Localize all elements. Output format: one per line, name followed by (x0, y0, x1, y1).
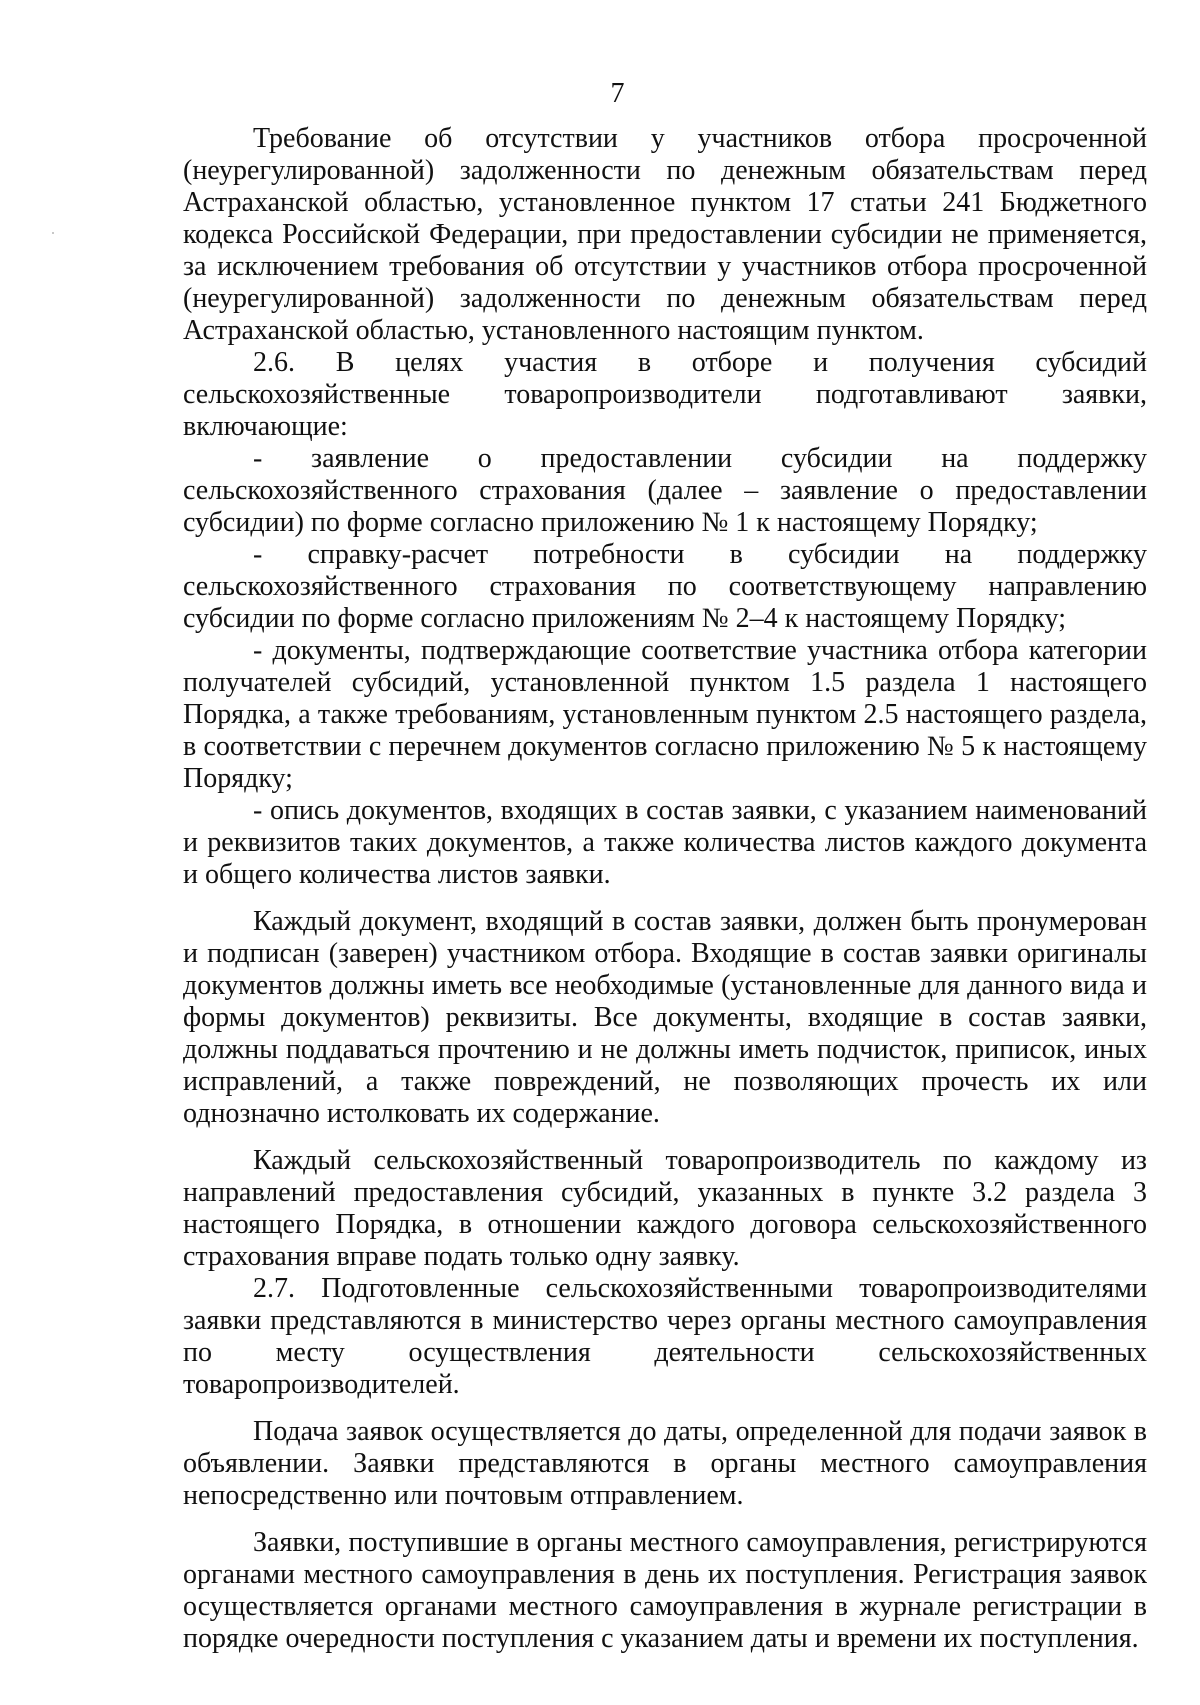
paragraph-2-6-intro: 2.6. В целях участия в отборе и получения субсидий сельскохозяйственные товаропроизводители подготавливают заявки, включающие: (183, 347, 1147, 442)
list-item-document-inventory: - опись документов, входящих в состав заявки, с указанием наименований и реквизитов таких документов, а также количества листов каждого документа и общего количества листов заявки. (183, 795, 1147, 890)
scan-speck (52, 232, 54, 234)
list-item-confirming-documents: - документы, подтверждающие соответствие участника отбора категории получателей субсидий, установленной пунктом 1.5 раздела 1 настоящего Порядка, а также требованиям, установленным пунктом 2.5 настоящего раздела, в соответствии с перечнем документов согласно приложению № 5 к настоящему Порядку; (183, 635, 1147, 794)
paragraph-debt-requirement: Требование об отсутствии у участников отбора просроченной (неурегулированной) задолженности по денежным обязательствам перед Астраханской областью, установленное пунктом 17 статьи 241 Бюджетного кодекса Российской Федерации, при предоставлении субсидии не применяется, за исключением требования об отсутствии у участников отбора просроченной (неурегулированной) задолженности по денежным обязательствам перед Астраханской областью, установленного настоящим пунктом. (183, 123, 1147, 346)
list-item-calculation-certificate: - справку-расчет потребности в субсидии на поддержку сельскохозяйственного страхования по соответствующему направлению субсидии по форме согласно приложениям № 2–4 к настоящему Порядку; (183, 539, 1147, 634)
paragraph-document-requirements: Каждый документ, входящий в состав заявки, должен быть пронумерован и подписан (заверен) участником отбора. Входящие в состав заявки оригиналы документов должны иметь все необходимые (установленные для данного вида и формы документов) реквизиты. Все документы, входящие в состав заявки, должны поддаваться прочтению и не должны иметь подчисток, приписок, иных исправлений, а также повреждений, не позволяющих прочесть их или однозначно истолковать их содержание. (183, 906, 1147, 1129)
paragraph-registration: Заявки, поступившие в органы местного самоуправления, регистрируются органами местного самоуправления в день их поступления. Регистрация заявок осуществляется органами местного самоуправления в журнале регистрации в порядке очередности поступления с указанием даты и времени их поступления. (183, 1527, 1147, 1654)
page-number: 7 (610, 78, 625, 109)
paragraph-submission-deadline: Подача заявок осуществляется до даты, определенной для подачи заявок в объявлении. Заявки представляются в органы местного самоуправления непосредственно или почтовым отправлением. (183, 1416, 1147, 1511)
list-item-application-statement: - заявление о предоставлении субсидии на поддержку сельскохозяйственного страхования (далее – заявление о предоставлении субсидии) по форме согласно приложению № 1 к настоящему Порядку; (183, 443, 1147, 538)
document-body (183, 123, 1147, 1655)
paragraph-one-application: Каждый сельскохозяйственный товаропроизводитель по каждому из направлений предоставления субсидий, указанных в пункте 3.2 раздела 3 настоящего Порядка, в отношении каждого договора сельскохозяйственного страхования вправе подать только одну заявку. (183, 1145, 1147, 1272)
paragraph-2-7-submission: 2.7. Подготовленные сельскохозяйственными товаропроизводителями заявки представляются в министерство через органы местного самоуправления по месту осуществления деятельности сельскохозяйственных товаропроизводителей. (183, 1273, 1147, 1400)
